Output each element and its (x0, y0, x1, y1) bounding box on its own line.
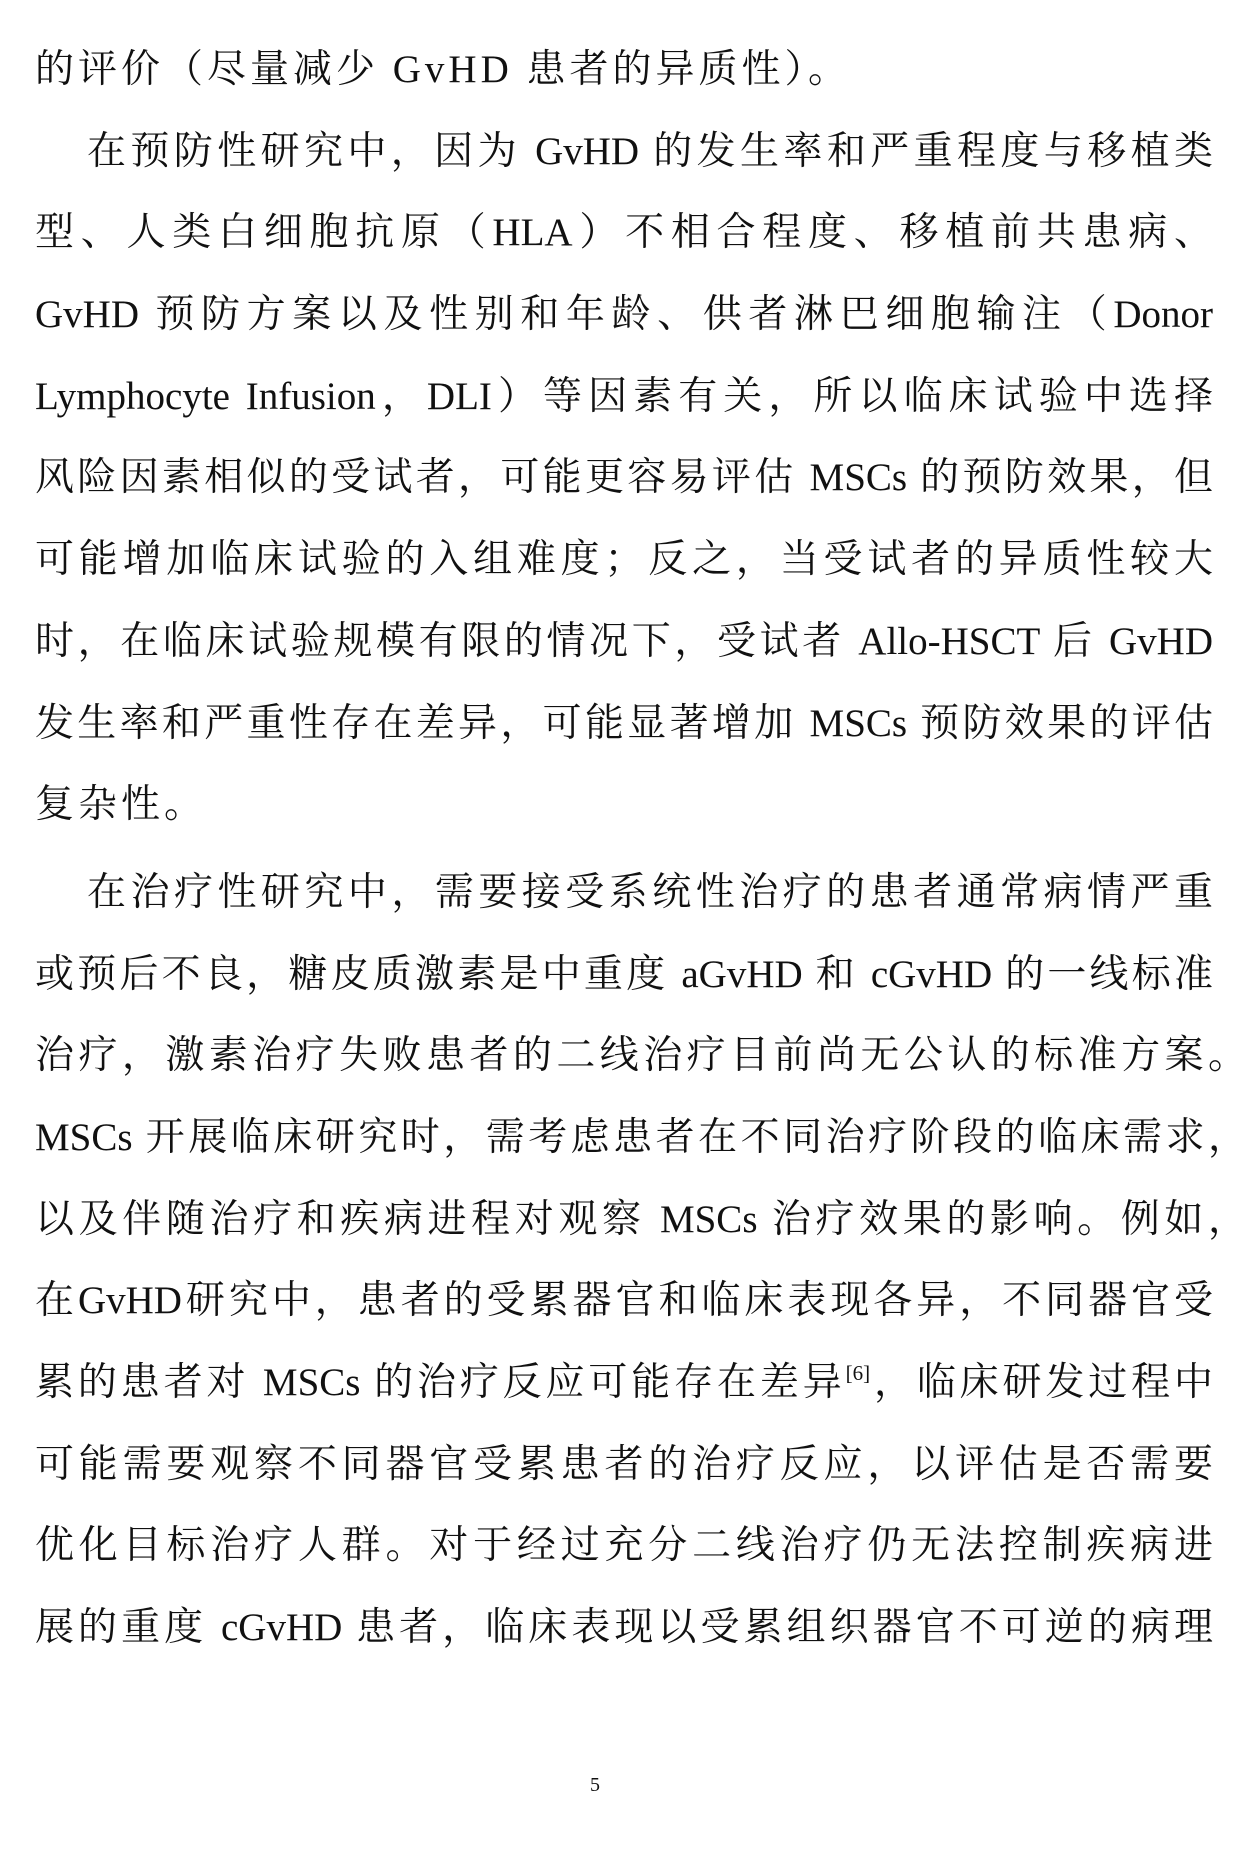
text-segment: 累的患者对 MSCs 的治疗反应可能存在差异 (35, 1361, 846, 1404)
text-line: 复杂性。 (35, 783, 208, 827)
text-line: 以及伴随治疗和疾病进程对观察 MSCs 治疗效果的影响。例如， (35, 1197, 1247, 1241)
body-text (35, 29, 1247, 1669)
text-line: 时，在临床试验规模有限的情况下，受试者 Allo-HSCT 后 GvHD (35, 619, 1213, 663)
text-line: 的评价（尽量减少 GvHD 患者的异质性）。 (35, 48, 851, 91)
text-line: 发生率和严重性存在差异，可能显著增加 MSCs 预防效果的评估 (35, 701, 1213, 745)
text-line: 在GvHD研究中，患者的受累器官和临床表现各异，不同器官受 (35, 1279, 1213, 1323)
page-number: 5 (590, 1774, 600, 1796)
text-line: 展的重度 cGvHD 患者，临床表现以受累组织器官不可逆的病理 (35, 1606, 1213, 1650)
paragraph-prevention (35, 111, 1213, 846)
text-line: Lymphocyte Infusion，DLI）等因素有关，所以临床试验中选择 (35, 374, 1213, 418)
text-line: 治疗，激素治疗失败患者的二线治疗目前尚无公认的标准方案。 (35, 1034, 1247, 1078)
text-line: MSCs 开展临床研究时，需考虑患者在不同治疗阶段的临床需求， (35, 1115, 1247, 1159)
text-segment: ，临床研发过程中 (870, 1361, 1213, 1404)
text-line: 型、人类白细胞抗原（HLA）不相合程度、移植前共患病、 (35, 211, 1213, 255)
text-line: 可能增加临床试验的入组难度；反之，当受试者的异质性较大 (35, 538, 1213, 582)
paragraph-continuation (35, 29, 1213, 111)
citation-reference: [6] (845, 1361, 871, 1385)
paragraph-treatment (35, 852, 1247, 1669)
text-line-with-citation (35, 1342, 1213, 1424)
text-line: 或预后不良，糖皮质激素是中重度 aGvHD 和 cGvHD 的一线标准 (35, 952, 1213, 996)
text-line: GvHD 预防方案以及性别和年龄、供者淋巴细胞输注（Donor (35, 293, 1213, 337)
text-line: 风险因素相似的受试者，可能更容易评估 MSCs 的预防效果，但 (35, 456, 1213, 500)
text-line: 在预防性研究中，因为 GvHD 的发生率和严重程度与移植类 (87, 129, 1213, 173)
text-line: 可能需要观察不同器官受累患者的治疗反应，以评估是否需要 (35, 1442, 1213, 1486)
text-line: 在治疗性研究中，需要接受系统性治疗的患者通常病情严重 (87, 870, 1213, 914)
text-line: 优化目标治疗人群。对于经过充分二线治疗仍无法控制疾病进 (35, 1524, 1213, 1568)
